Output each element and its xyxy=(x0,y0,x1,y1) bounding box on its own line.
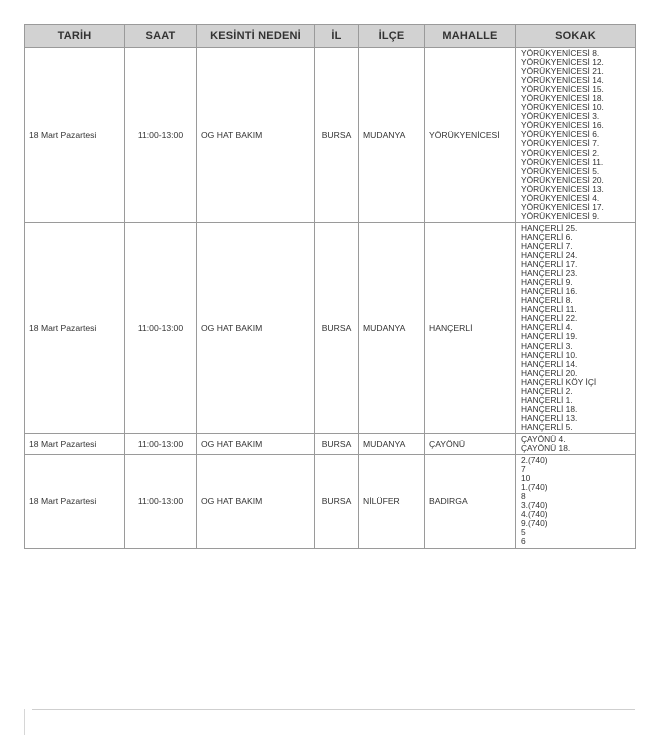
street-item: ÇAYÖNÜ 18. xyxy=(521,444,571,454)
cell-tarih: 18 Mart Pazartesi xyxy=(25,222,125,433)
street-item: HANÇERLİ 2. xyxy=(521,386,573,396)
cell-il: BURSA xyxy=(315,222,359,433)
cell-saat: 11:00-13:00 xyxy=(125,433,197,454)
street-item: YÖRÜKYENİCESİ 15. xyxy=(521,85,604,95)
street-item: HANÇERLİ 23. xyxy=(521,269,578,279)
street-item: 10 xyxy=(521,474,531,484)
cell-tarih: 18 Mart Pazartesi xyxy=(25,48,125,223)
cell-sokak xyxy=(516,48,636,223)
street-item: HANÇERLİ 25. xyxy=(521,223,578,233)
table-row xyxy=(25,455,636,548)
cell-kesinti-nedeni: OG HAT BAKIM xyxy=(197,48,315,223)
cell-mahalle: ÇAYÖNÜ xyxy=(425,433,516,454)
street-item: YÖRÜKYENİCESİ 5. xyxy=(521,166,600,176)
street-item: HANÇERLİ 16. xyxy=(521,287,578,297)
street-item: YÖRÜKYENİCESİ 17. xyxy=(521,202,604,212)
street-item: HANÇERLİ 6. xyxy=(521,232,573,242)
cell-sokak xyxy=(516,433,636,454)
bottom-divider xyxy=(32,709,635,710)
cell-ilce: MUDANYA xyxy=(359,48,425,223)
street-item: HANÇERLİ KÖY İÇİ xyxy=(521,377,597,387)
street-item: ÇAYÖNÜ 4. xyxy=(521,434,566,444)
street-item: 7 xyxy=(521,465,526,475)
left-edge-divider xyxy=(24,709,25,735)
street-item: HANÇERLİ 22. xyxy=(521,314,578,324)
cell-il: BURSA xyxy=(315,433,359,454)
street-item: YÖRÜKYENİCESİ 2. xyxy=(521,148,600,158)
table-header-row xyxy=(25,25,636,48)
street-item: HANÇERLİ 14. xyxy=(521,359,578,369)
cell-saat: 11:00-13:00 xyxy=(125,222,197,433)
street-item: YÖRÜKYENİCESİ 20. xyxy=(521,175,604,185)
street-item: YÖRÜKYENİCESİ 21. xyxy=(521,67,604,77)
cell-mahalle: HANÇERLİ xyxy=(425,222,516,433)
table-row xyxy=(25,222,636,433)
cell-saat: 11:00-13:00 xyxy=(125,48,197,223)
street-item: HANÇERLİ 3. xyxy=(521,341,573,351)
street-item: 1.(740) xyxy=(521,483,548,493)
street-item: HANÇERLİ 18. xyxy=(521,404,578,414)
header-ilce: İLÇE xyxy=(359,25,425,48)
street-item: HANÇERLİ 24. xyxy=(521,251,578,261)
street-item: HANÇERLİ 4. xyxy=(521,323,573,333)
cell-saat: 11:00-13:00 xyxy=(125,455,197,548)
header-il: İL xyxy=(315,25,359,48)
cell-ilce: MUDANYA xyxy=(359,222,425,433)
cell-tarih: 18 Mart Pazartesi xyxy=(25,433,125,454)
street-item: HANÇERLİ 1. xyxy=(521,395,573,405)
cell-ilce: MUDANYA xyxy=(359,433,425,454)
header-tarih: TARİH xyxy=(25,25,125,48)
street-item: 8 xyxy=(521,492,526,502)
street-item: HANÇERLİ 9. xyxy=(521,278,573,288)
table-row xyxy=(25,48,636,223)
street-item: 6 xyxy=(521,537,526,547)
header-mahalle: MAHALLE xyxy=(425,25,516,48)
street-item: HANÇERLİ 5. xyxy=(521,422,573,432)
street-item: HANÇERLİ 19. xyxy=(521,332,578,342)
street-item: HANÇERLİ 11. xyxy=(521,305,577,315)
street-item: YÖRÜKYENİCESİ 18. xyxy=(521,94,604,104)
outage-table xyxy=(24,24,636,549)
street-item: HANÇERLİ 7. xyxy=(521,241,573,251)
street-item: YÖRÜKYENİCESİ 13. xyxy=(521,184,604,194)
street-item: HANÇERLİ 13. xyxy=(521,413,578,423)
street-item: 5 xyxy=(521,528,526,538)
cell-tarih: 18 Mart Pazartesi xyxy=(25,455,125,548)
street-item: YÖRÜKYENİCESİ 14. xyxy=(521,76,604,86)
table-body xyxy=(25,48,636,549)
street-item: 9.(740) xyxy=(521,519,548,529)
cell-mahalle: YÖRÜKYENİCESİ xyxy=(425,48,516,223)
street-item: YÖRÜKYENİCESİ 16. xyxy=(521,121,604,131)
cell-sokak xyxy=(516,222,636,433)
table-row xyxy=(25,433,636,454)
street-item: HANÇERLİ 8. xyxy=(521,296,573,306)
header-kesinti-nedeni: KESİNTİ NEDENİ xyxy=(197,25,315,48)
street-item: YÖRÜKYENİCESİ 11. xyxy=(521,157,604,167)
street-item: HANÇERLİ 10. xyxy=(521,350,578,360)
street-item: YÖRÜKYENİCESİ 9. xyxy=(521,211,600,221)
street-item: YÖRÜKYENİCESİ 10. xyxy=(521,103,604,113)
street-item: 2.(740) xyxy=(521,456,548,466)
cell-il: BURSA xyxy=(315,48,359,223)
cell-mahalle: BADIRGA xyxy=(425,455,516,548)
street-item: YÖRÜKYENİCESİ 8. xyxy=(521,49,600,58)
outage-table-container xyxy=(24,24,635,549)
cell-sokak xyxy=(516,455,636,548)
street-item: YÖRÜKYENİCESİ 6. xyxy=(521,130,600,140)
header-sokak: SOKAK xyxy=(516,25,636,48)
header-saat: SAAT xyxy=(125,25,197,48)
cell-kesinti-nedeni: OG HAT BAKIM xyxy=(197,222,315,433)
street-item: HANÇERLİ 17. xyxy=(521,260,578,270)
street-item: HANÇERLİ 20. xyxy=(521,368,578,378)
street-item: YÖRÜKYENİCESİ 3. xyxy=(521,112,600,122)
street-item: 3.(740) xyxy=(521,501,548,511)
cell-ilce: NİLÜFER xyxy=(359,455,425,548)
street-item: 4.(740) xyxy=(521,510,548,520)
cell-il: BURSA xyxy=(315,455,359,548)
cell-kesinti-nedeni: OG HAT BAKIM xyxy=(197,433,315,454)
street-item: YÖRÜKYENİCESİ 12. xyxy=(521,58,604,68)
street-item: YÖRÜKYENİCESİ 7. xyxy=(521,139,600,149)
street-item: YÖRÜKYENİCESİ 4. xyxy=(521,193,600,203)
cell-kesinti-nedeni: OG HAT BAKIM xyxy=(197,455,315,548)
